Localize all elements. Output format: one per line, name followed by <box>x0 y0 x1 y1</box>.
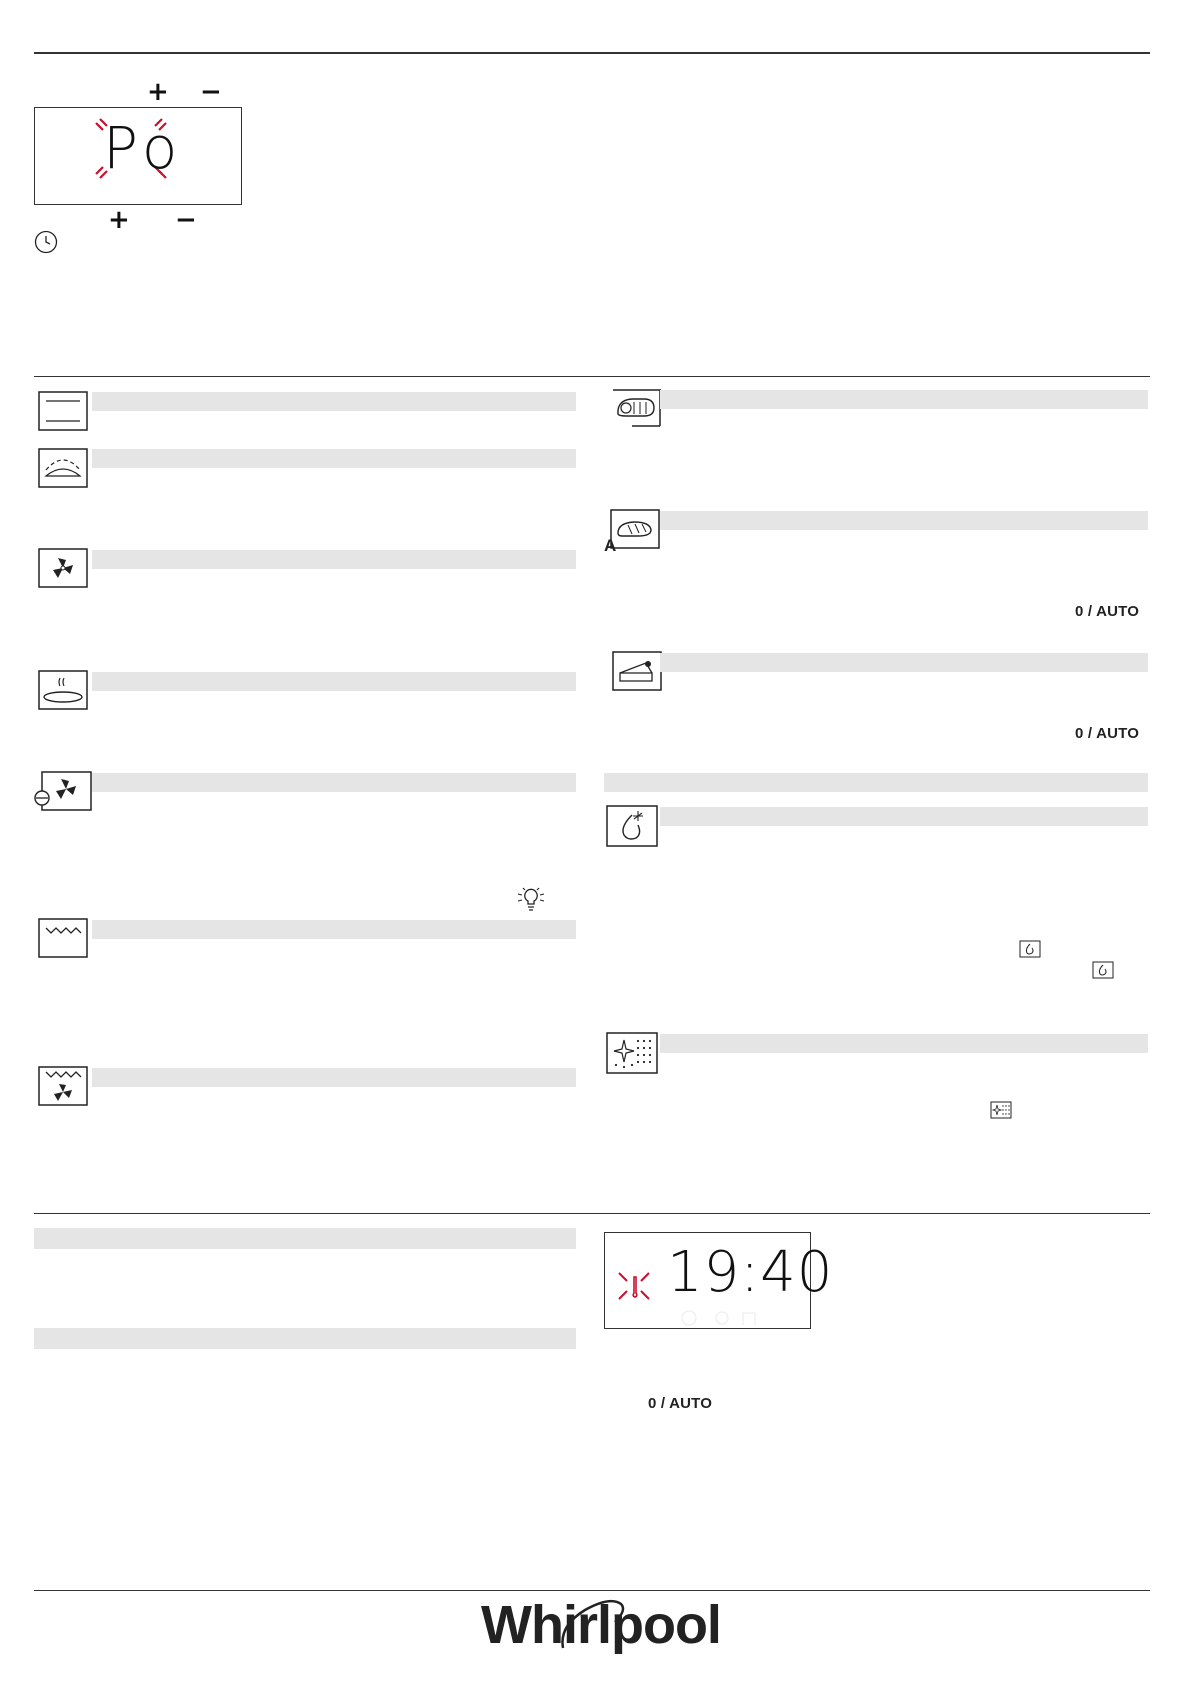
top-rule <box>34 52 1150 54</box>
section-bar <box>660 653 1148 672</box>
section-bar <box>34 1328 576 1349</box>
defrost-small-icon <box>1019 940 1041 958</box>
section-bar <box>92 773 576 792</box>
section-bar <box>92 1068 576 1087</box>
section-bar <box>92 920 576 939</box>
plus-sign: + <box>147 77 169 107</box>
section-rule <box>34 1213 1150 1214</box>
section-bar <box>92 449 576 468</box>
section-bar <box>660 511 1148 530</box>
cleaning-icon <box>606 1032 658 1074</box>
bottom-auto-label: 0 / AUTO <box>648 1395 713 1412</box>
minus-sign: − <box>200 77 222 107</box>
clock-display-text: 19:40 <box>667 1240 834 1305</box>
section-bar <box>660 390 1148 409</box>
whirlpool-logo: Whirlpool <box>481 1595 721 1655</box>
bread-marker: A <box>604 536 617 555</box>
po-display <box>34 107 242 205</box>
footer-rule <box>34 1590 1150 1591</box>
po-display-text: Po <box>103 114 184 182</box>
section-bar <box>660 807 1148 826</box>
cleaning-small-icon <box>990 1101 1012 1119</box>
grill-fan-icon <box>38 1066 88 1106</box>
forced-air-icon <box>38 548 88 588</box>
section-bar <box>92 672 576 691</box>
section-bar <box>92 392 576 411</box>
section-bar <box>660 1034 1148 1053</box>
section-bar <box>92 550 576 569</box>
light-bulb-icon <box>515 886 547 914</box>
clock-display <box>604 1232 834 1329</box>
meat-roast-icon <box>612 388 662 428</box>
defrost-small-icon-2 <box>1092 961 1114 979</box>
pizza-icon <box>38 670 88 710</box>
bread-auto-label: 0 / AUTO <box>1075 603 1140 620</box>
whirlpool-swoosh-icon <box>555 1596 645 1654</box>
section-bar <box>604 773 1148 792</box>
defrost-icon <box>606 805 658 847</box>
section-bar <box>34 1228 576 1249</box>
cake-auto-label: 0 / AUTO <box>1075 725 1140 742</box>
section-rule <box>34 376 1150 377</box>
cake-icon <box>612 651 662 691</box>
eco-forced-air-icon <box>33 771 93 811</box>
plus-sign-2: + <box>108 205 130 235</box>
minus-sign-2: − <box>175 205 197 235</box>
grill-icon <box>38 448 88 488</box>
turbo-grill-icon <box>38 918 88 958</box>
conventional-icon <box>38 391 88 431</box>
clock-icon <box>34 230 58 254</box>
